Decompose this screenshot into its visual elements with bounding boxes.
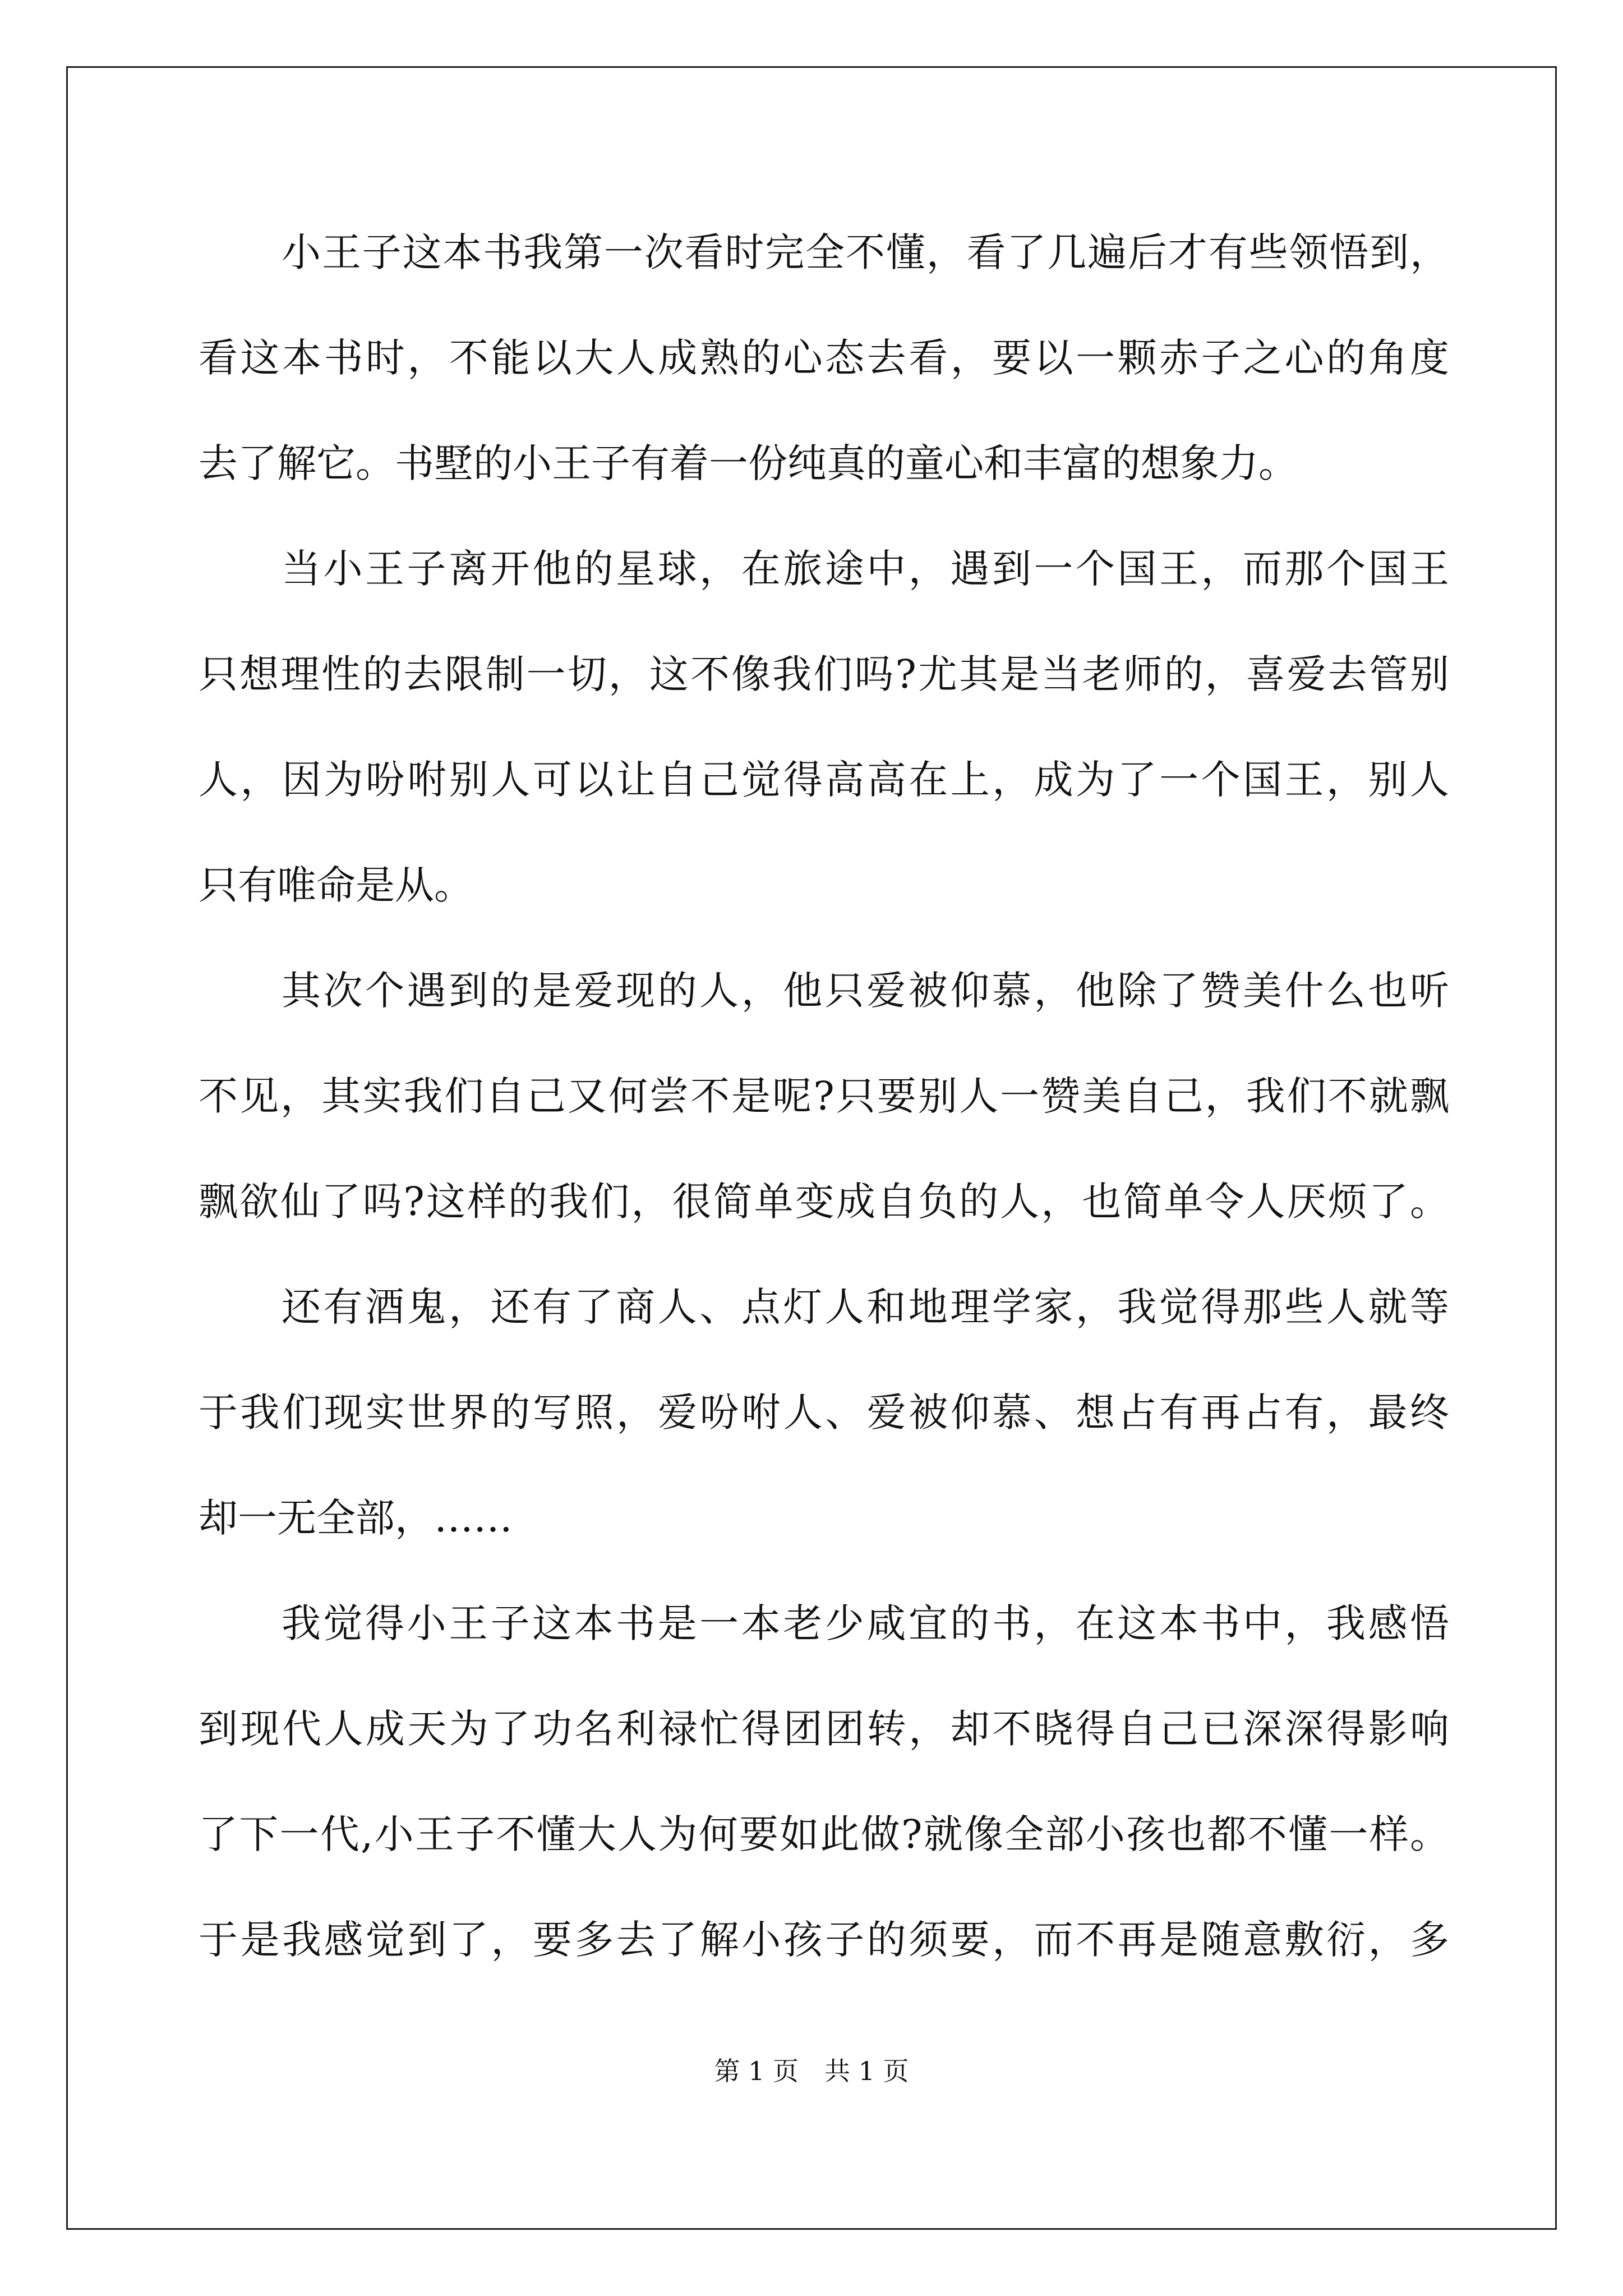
text-line: 到现代人成天为了功名利禄忙得团团转，却不晓得自己已深深得影响	[199, 1706, 1449, 1752]
text-line: 人，因为吩咐别人可以让自己觉得高高在上，成为了一个国王，别人	[199, 757, 1449, 803]
text-line: 却一无全部，……	[199, 1495, 513, 1541]
text-line: 于我们现实世界的写照，爱吩咐人、爱被仰慕、想占有再占有，最终	[199, 1389, 1449, 1435]
text-line: 小王子这本书我第一次看时完全不懂，看了几遍后才有些领悟到，	[282, 229, 1449, 275]
text-line: 飘欲仙了吗?这样的我们，很简单变成自负的人，也简单令人厌烦了。	[199, 1179, 1449, 1225]
text-line: 当小王子离开他的星球，在旅途中，遇到一个国王，而那个国王	[282, 546, 1449, 592]
text-line: 不见，其实我们自己又何尝不是呢?只要别人一赞美自己，我们不就飘	[199, 1073, 1449, 1119]
text-line: 去了解它。书墅的小王子有着一份纯真的童心和丰富的想象力。	[199, 440, 1298, 486]
text-line: 于是我感觉到了，要多去了解小孩子的须要，而不再是随意敷衍，多	[199, 1917, 1449, 1963]
total-pages: 共 1 页	[824, 2056, 909, 2086]
page-number: 第 1 页	[714, 2056, 799, 2086]
text-line: 其次个遇到的是爱现的人，他只爱被仰慕，他除了赞美什么也听	[282, 968, 1449, 1014]
text-line: 只想理性的去限制一切，这不像我们吗?尤其是当老师的，喜爱去管别	[199, 651, 1449, 697]
text-line: 只有唯命是从。	[199, 862, 473, 908]
text-line: 了下一代,小王子不懂大人为何要如此做?就像全部小孩也都不懂一样。	[199, 1811, 1449, 1857]
page-footer	[0, 2054, 1623, 2088]
text-line: 看这本书时，不能以大人成熟的心态去看，要以一颗赤子之心的角度	[199, 335, 1449, 381]
text-line: 我觉得小王子这本书是一本老少咸宜的书，在这本书中，我感悟	[282, 1600, 1449, 1646]
text-line: 还有酒鬼，还有了商人、点灯人和地理学家，我觉得那些人就等	[282, 1284, 1449, 1330]
